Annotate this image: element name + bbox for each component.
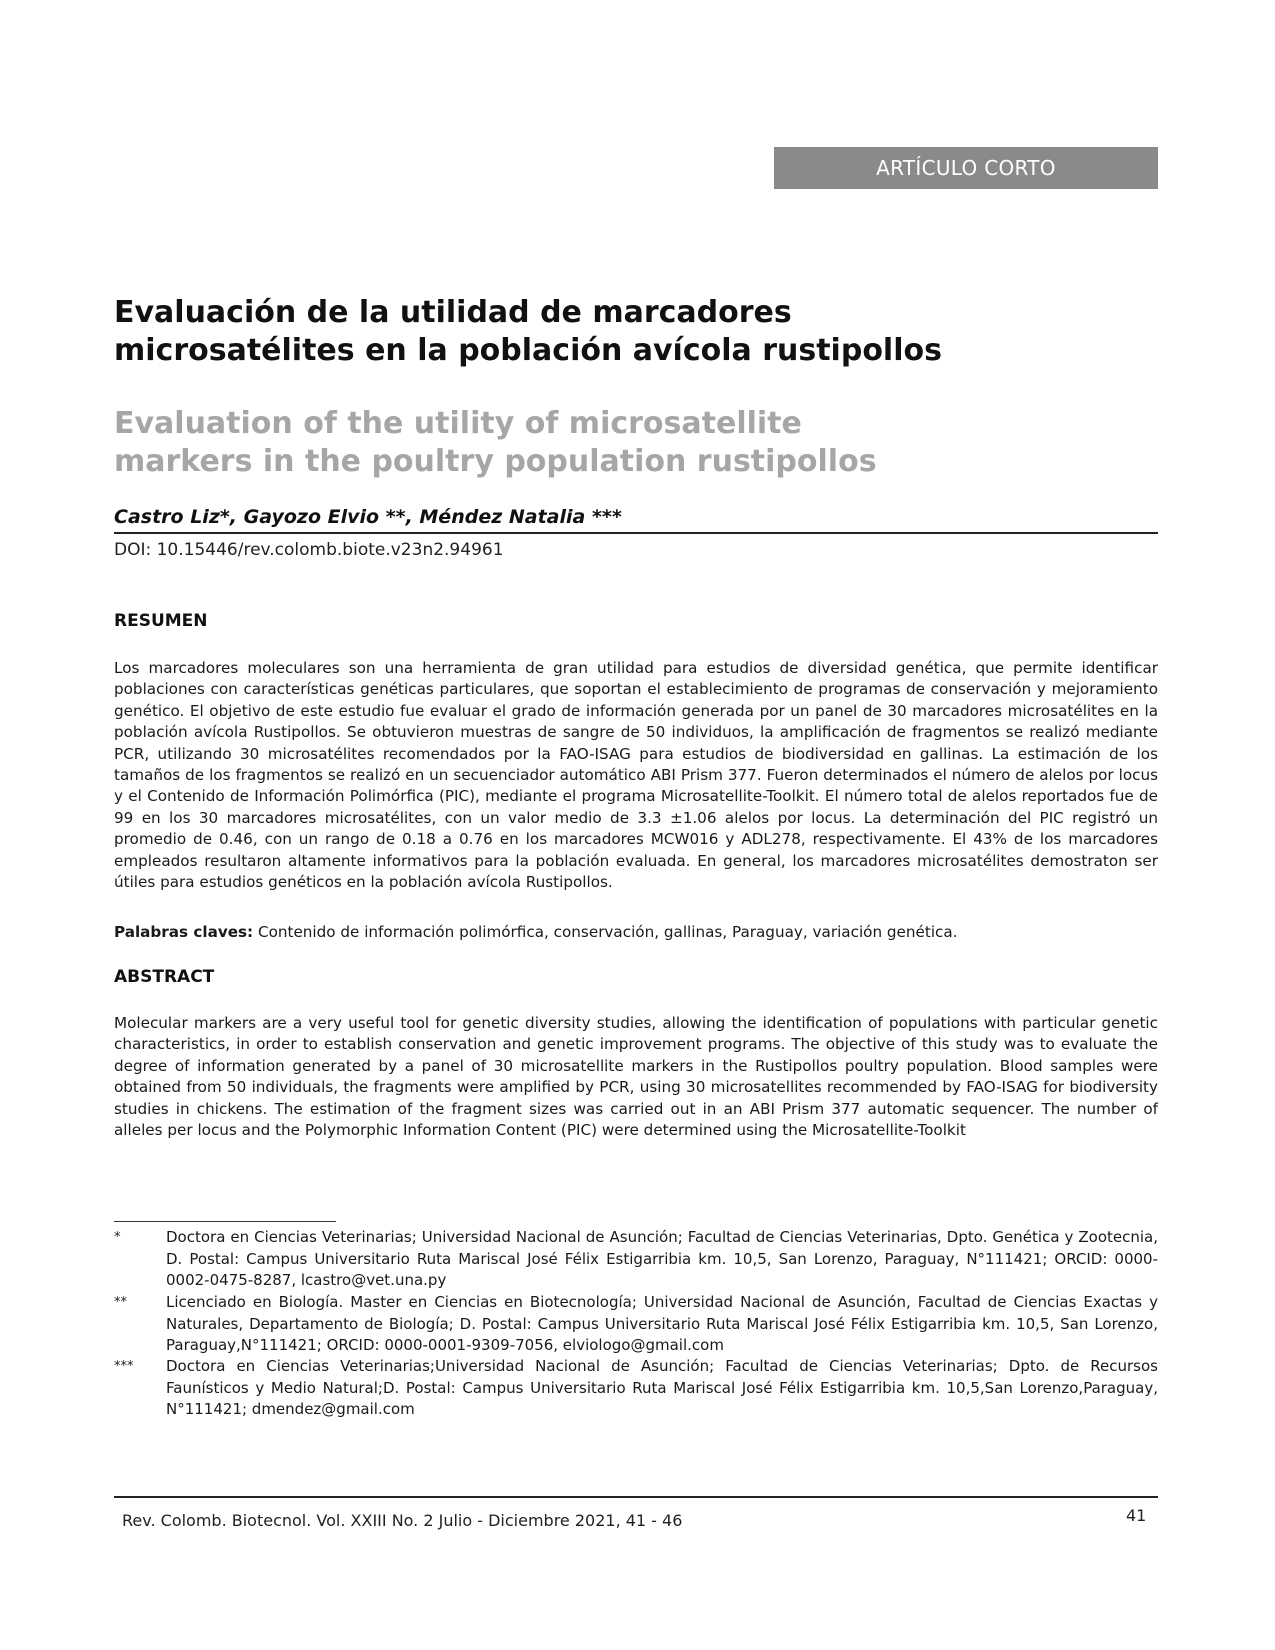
article-type-badge: ARTÍCULO CORTO (774, 147, 1158, 189)
abstract-heading: ABSTRACT (114, 967, 215, 987)
title-spanish-line2: microsatélites en la población avícola rustipollos (114, 333, 942, 368)
title-english-line1: Evaluation of the utility of microsatellite (114, 406, 802, 441)
authors: Castro Liz*, Gayozo Elvio **, Méndez Natalia *** (114, 506, 622, 528)
footnote-mark: * (114, 1230, 121, 1245)
footnote-divider (114, 1221, 336, 1222)
keywords-label: Palabras claves: (114, 923, 254, 941)
resumen-heading: RESUMEN (114, 611, 208, 631)
title-english-line2: markers in the poultry population rustipollos (114, 444, 877, 479)
journal-citation: Rev. Colomb. Biotecnol. Vol. XXIII No. 2 Julio - Diciembre 2021, 41 - 46 (122, 1511, 683, 1530)
resumen-text: Los marcadores moleculares son una herramienta de gran utilidad para estudios de diversidad genética, que permite identificar poblaciones con características genéticas particulares, que soportan el establecimiento de programas de conservación y mejoramiento genético. El objetivo de este estudio fue evaluar el grado de información generada por un panel de 30 marcadores microsatélites en la población avícola Rustipollos. Se obtuvieron muestras de sangre de 50 individuos, la amplificación de fragmentos se realizó mediante PCR, utilizando 30 microsatélites recomendados por la FAO-ISAG para estudios de biodiversidad en gallinas. La estimación de los tamaños de los fragmentos se realizó en un secuenciador automático ABI Prism 377. Fueron determinados el número de alelos por locus y el Contenido de Información Polimórfica (PIC), mediante el programa Microsatellite-Toolkit. El número total de alelos reportados fue de 99 en los 30 marcadores microsatélites, con un valor medio de 3.3 ±1.06 alelos por locus. La determinación del PIC registró un promedio de 0.46, con un rango de 0.18 a 0.76 en los marcadores MCW016 y ADL278, respectivamente. El 43% de los marcadores empleados resultaron altamente informativos para la población evaluada. En general, los marcadores microsatélites demostraton ser útiles para estudios genéticos en la población avícola Rustipollos. (114, 659, 1158, 892)
footnote-text: Doctora en Ciencias Veterinarias; Universidad Nacional de Asunción; Facultad de Ciencias Veterinarias, Dpto. Genética y Zootecnia, D. Postal: Campus Universitario Ruta Mariscal José Félix Estigarribia km. 10,5, San Lorenzo, Paraguay, N°111421; ORCID: 0000-0002-0475-8287, lcastro@vet.una.py (166, 1228, 1158, 1289)
footer-divider (114, 1496, 1158, 1498)
keywords-list: Contenido de información polimórfica, conservación, gallinas, Paraguay, variación genética. (253, 923, 958, 941)
footnote-text: Licenciado en Biología. Master en Ciencias en Biotecnología; Universidad Nacional de Asunción, Facultad de Ciencias Exactas y Naturales, Departamento de Biología; D. Postal: Campus Universitario Ruta Mariscal José Félix Estigarribia km. 10,5, San Lorenzo, Paraguay,N°111421; ORCID: 0000-0001-9309-7056, elviologo@gmail.com (166, 1293, 1158, 1354)
doi: DOI: 10.15446/rev.colomb.biote.v23n2.94961 (114, 540, 504, 560)
abstract-text: Molecular markers are a very useful tool for genetic diversity studies, allowing the identification of populations with particular genetic characteristics, in order to establish conservation and genetic improvement programs. The objective of this study was to evaluate the degree of information generated by a panel of 30 microsatellite markers in the Rustipollos poultry population. Blood samples were obtained from 50 individuals, the fragments were amplified by PCR, using 30 microsatellites recommended by FAO-ISAG for biodiversity studies in chickens. The estimation of the fragment sizes was carried out in an ABI Prism 377 automatic sequencer. The number of alleles per locus and the Polymorphic Information Content (PIC) were determined using the Microsatellite-Toolkit (114, 1014, 1158, 1140)
footnote-mark: *** (114, 1359, 134, 1374)
keywords (114, 922, 1158, 943)
page-number: 41 (1126, 1506, 1147, 1525)
footnote-text: Doctora en Ciencias Veterinarias;Universidad Nacional de Asunción; Facultad de Ciencias Veterinarias; Dpto. de Recursos Faunísticos y Medio Natural;D. Postal: Campus Universitario Ruta Mariscal José Félix Estigarribia km. 10,5,San Lorenzo,Paraguay, N°111421; dmendez@gmail.com (166, 1357, 1158, 1418)
footnote-mark: ** (114, 1295, 127, 1310)
title-spanish-line1: Evaluación de la utilidad de marcadores (114, 295, 792, 330)
title-spanish (114, 294, 1114, 370)
header-divider (114, 532, 1158, 534)
title-english (114, 405, 1114, 481)
